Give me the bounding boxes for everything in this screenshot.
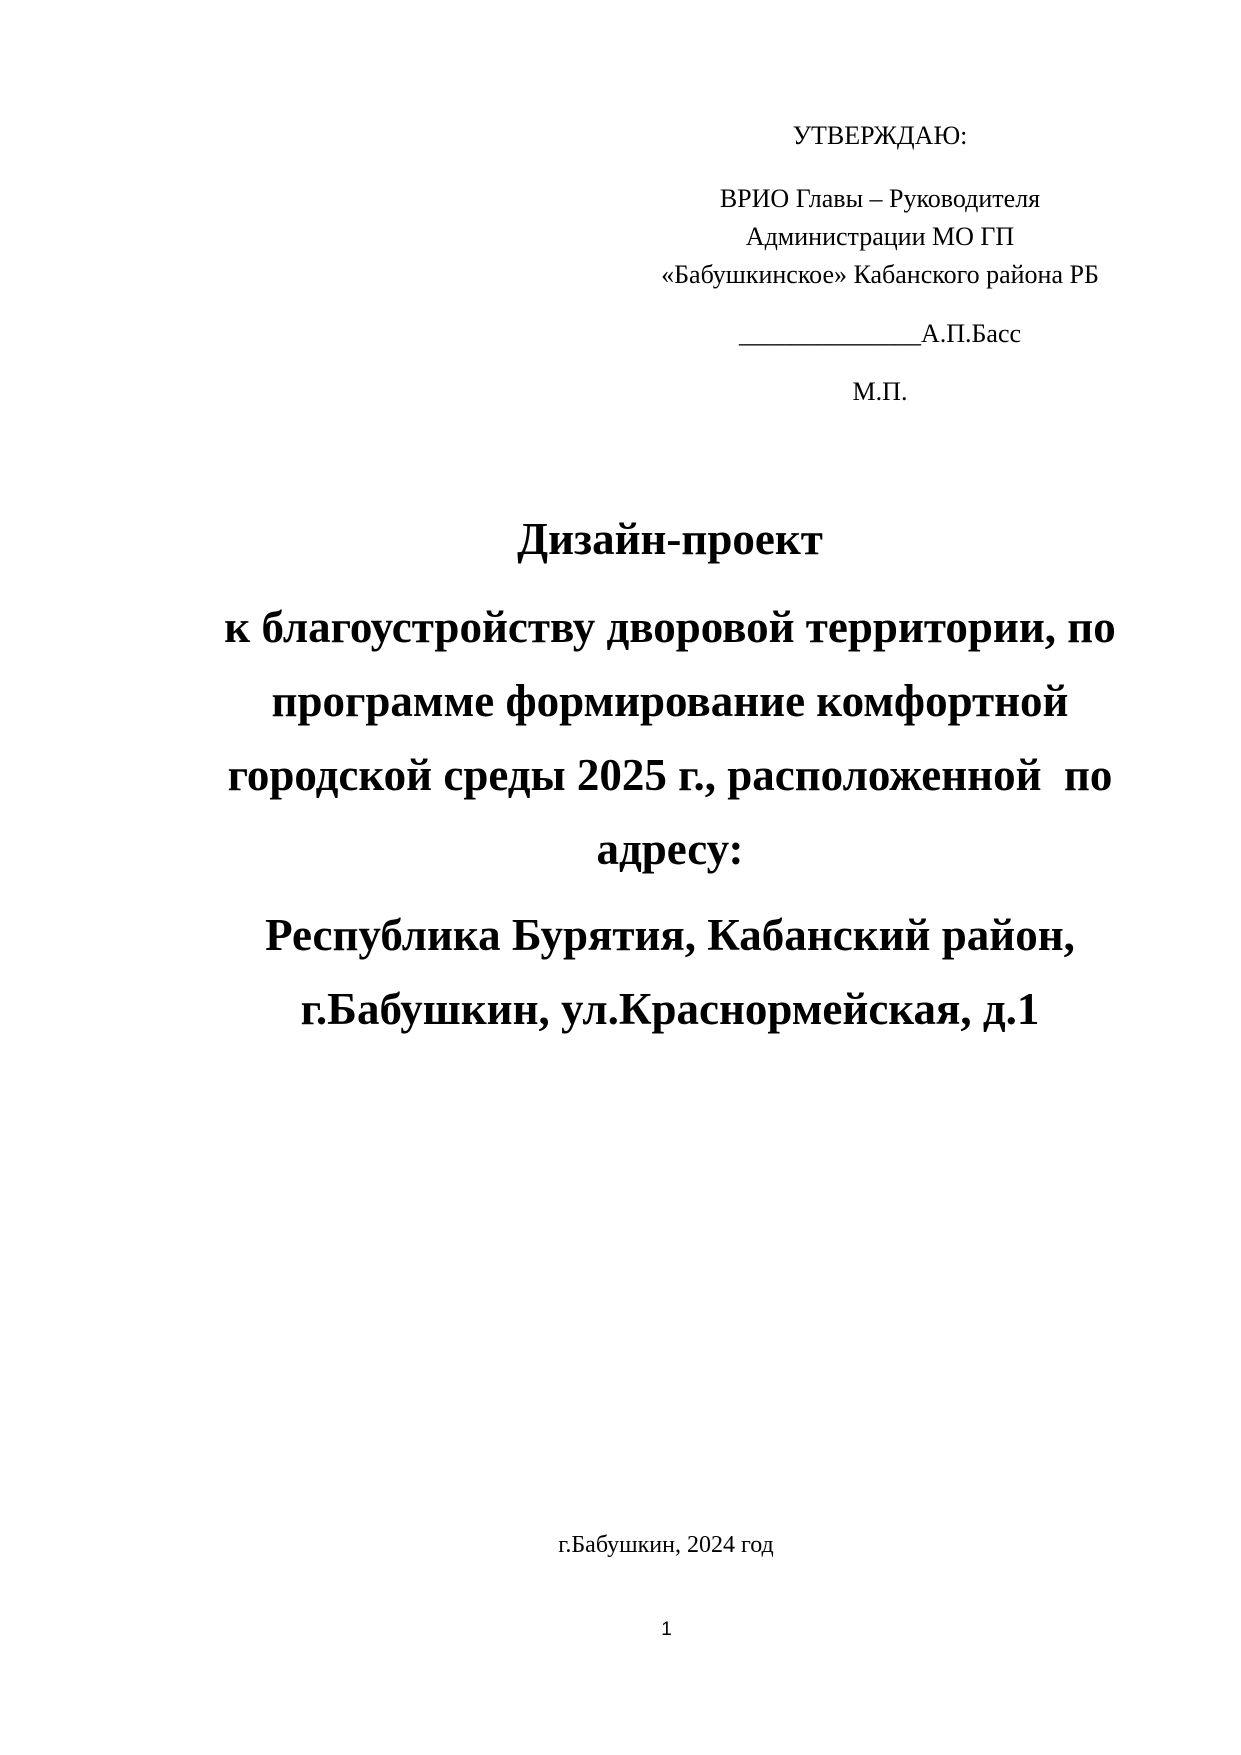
document-subtitle [150,590,1190,886]
document-title: Дизайн-проект [517,514,823,564]
subtitle-line: адресу: [596,824,744,874]
approval-heading: УТВЕРЖДАЮ: [792,121,968,150]
page-number: 1 [661,1619,672,1640]
seal-mark: М.П. [852,377,908,406]
approver-position-line: ВРИО Главы – Руководителя [719,184,1041,213]
place-and-year: г.Бабушкин, 2024 год [558,1532,774,1558]
title-block [150,510,1190,1046]
subtitle-line: к благоустройству дворовой территории, по [224,602,1116,652]
address-line: Республика Бурятия, Кабанский район, [265,910,1075,960]
approver-position-line: Администрации МО ГП [745,222,1015,251]
approver-position-line: «Бабушкинское» Кабанского района РБ [661,260,1099,289]
address-line: г.Бабушкин, ул.Краснормейская, д.1 [300,984,1040,1034]
subtitle-line: городской среды 2025 г., расположенной по [227,750,1113,800]
approval-block [620,118,1140,410]
approver-position [620,180,1140,294]
subtitle-line: программе формирование комфортной [271,676,1069,726]
site-address [150,898,1190,1046]
signature-line: ______________А.П.Басс [738,319,1022,348]
